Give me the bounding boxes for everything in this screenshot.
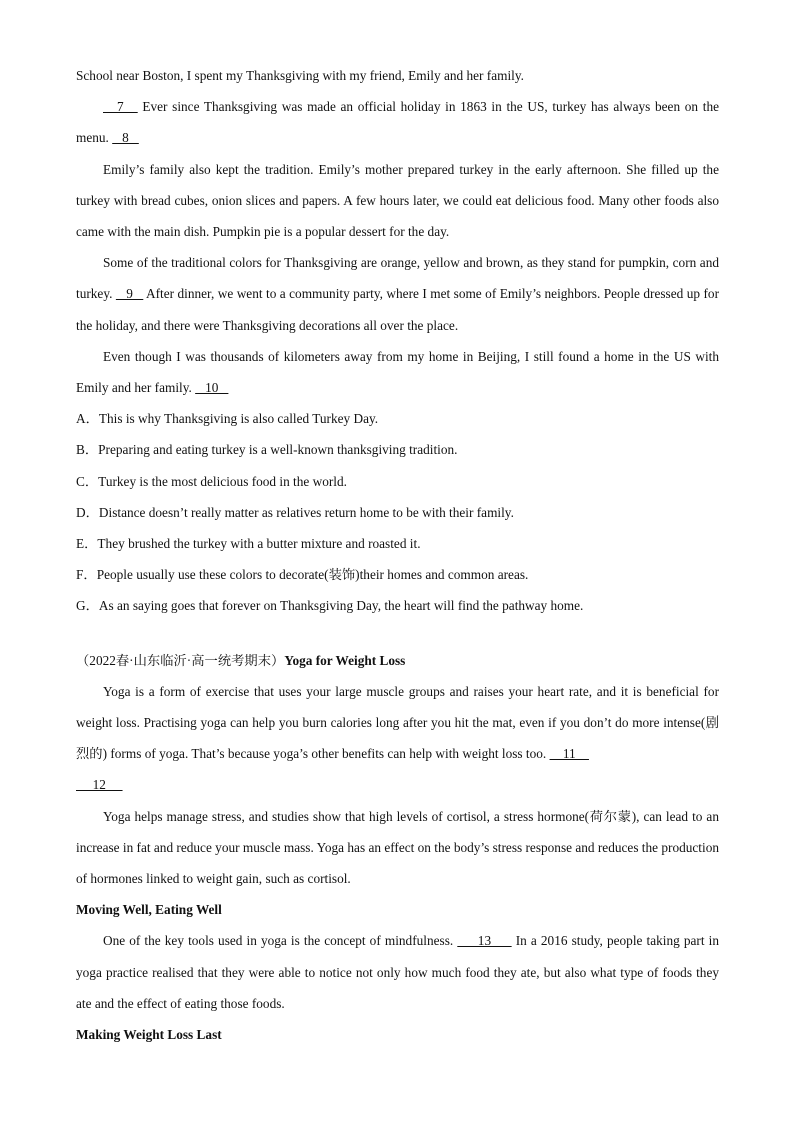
section-gap: [76, 622, 719, 645]
paragraph: One of the key tools used in yoga is the concept of mindfulness. 13 In a 2016 study, people taking part in yoga practice realised that they were able to notice not only how much food they ate, but also what type of foods they ate and the effect of eating those foods.: [76, 933, 719, 1011]
passage-title: Yoga for Weight Loss: [284, 652, 406, 668]
blank-7[interactable]: 7: [103, 99, 138, 115]
section-heading: Making Weight Loss Last: [76, 1027, 222, 1043]
blank-8[interactable]: 8: [112, 130, 139, 146]
option-g: G．As an saying goes that forever on Thanksgiving Day, the heart will find the pathway home.: [76, 598, 584, 614]
paragraph: Yoga helps manage stress, and studies show that high levels of cortisol, a stress hormone(荷尔蒙), can lead to an increase in fat and reduce your muscle mass. Yoga has an effect on the body’s stress response and reduces the production of hormones linked to weight gain, such as cortisol.: [76, 808, 719, 887]
paragraph: Yoga is a form of exercise that uses your large muscle groups and raises your heart rate, and it is beneficial for weight loss. Practising yoga can help you burn calories long after you hit the mat, even if you don’t do more intense(剧烈的) forms of yoga. That’s because yoga’s other benefits can help with weight loss too. 11: [76, 683, 719, 762]
document-page: [76, 60, 719, 1050]
option-e: E．They brushed the turkey with a butter mixture and roasted it.: [76, 536, 421, 552]
blank-10[interactable]: 10: [195, 380, 229, 396]
paragraph: [76, 769, 719, 800]
blank-13[interactable]: 13: [457, 933, 512, 949]
option-d: D．Distance doesn’t really matter as relatives return home to be with their family.: [76, 504, 514, 520]
source-note: （2022春·山东临沂·高一统考期末）: [76, 652, 285, 668]
option-b: B．Preparing and eating turkey is a well-known thanksgiving tradition.: [76, 442, 458, 458]
option-a: A．This is why Thanksgiving is also called Turkey Day.: [76, 411, 379, 427]
paragraph: School near Boston, I spent my Thanksgiving with my friend, Emily and her family.: [76, 68, 524, 83]
paragraph: Emily’s family also kept the tradition. Emily’s mother prepared turkey in the early afternoon. She filled up the turkey with bread cubes, onion slices and papers. A few hours later, we could eat delicious food. Many other foods also came with the main dish. Pumpkin pie is a popular dessert for the day.: [76, 161, 719, 240]
paragraph: Even though I was thousands of kilometers away from my home in Beijing, I still found a home in the US with Emily and her family. 10: [76, 348, 719, 396]
paragraph: 7 Ever since Thanksgiving was made an official holiday in 1863 in the US, turkey has always been on the menu. 8: [76, 99, 719, 146]
option-f: F．People usually use these colors to decorate(装饰)their homes and common areas.: [76, 567, 529, 583]
section-heading: Moving Well, Eating Well: [76, 902, 222, 918]
blank-11[interactable]: 11: [549, 746, 589, 762]
blank-12[interactable]: 12: [76, 777, 123, 793]
option-c: C．Turkey is the most delicious food in the world.: [76, 473, 347, 489]
passage-header: [76, 645, 719, 676]
blank-9[interactable]: 9: [115, 286, 144, 302]
paragraph: Some of the traditional colors for Thanksgiving are orange, yellow and brown, as they stand for pumpkin, corn and turkey. 9 After dinner, we went to a community party, where I met some of Emily’s neighbors. People dressed up for the holiday, and there were Thanksgiving decorations all over the place.: [76, 255, 719, 333]
